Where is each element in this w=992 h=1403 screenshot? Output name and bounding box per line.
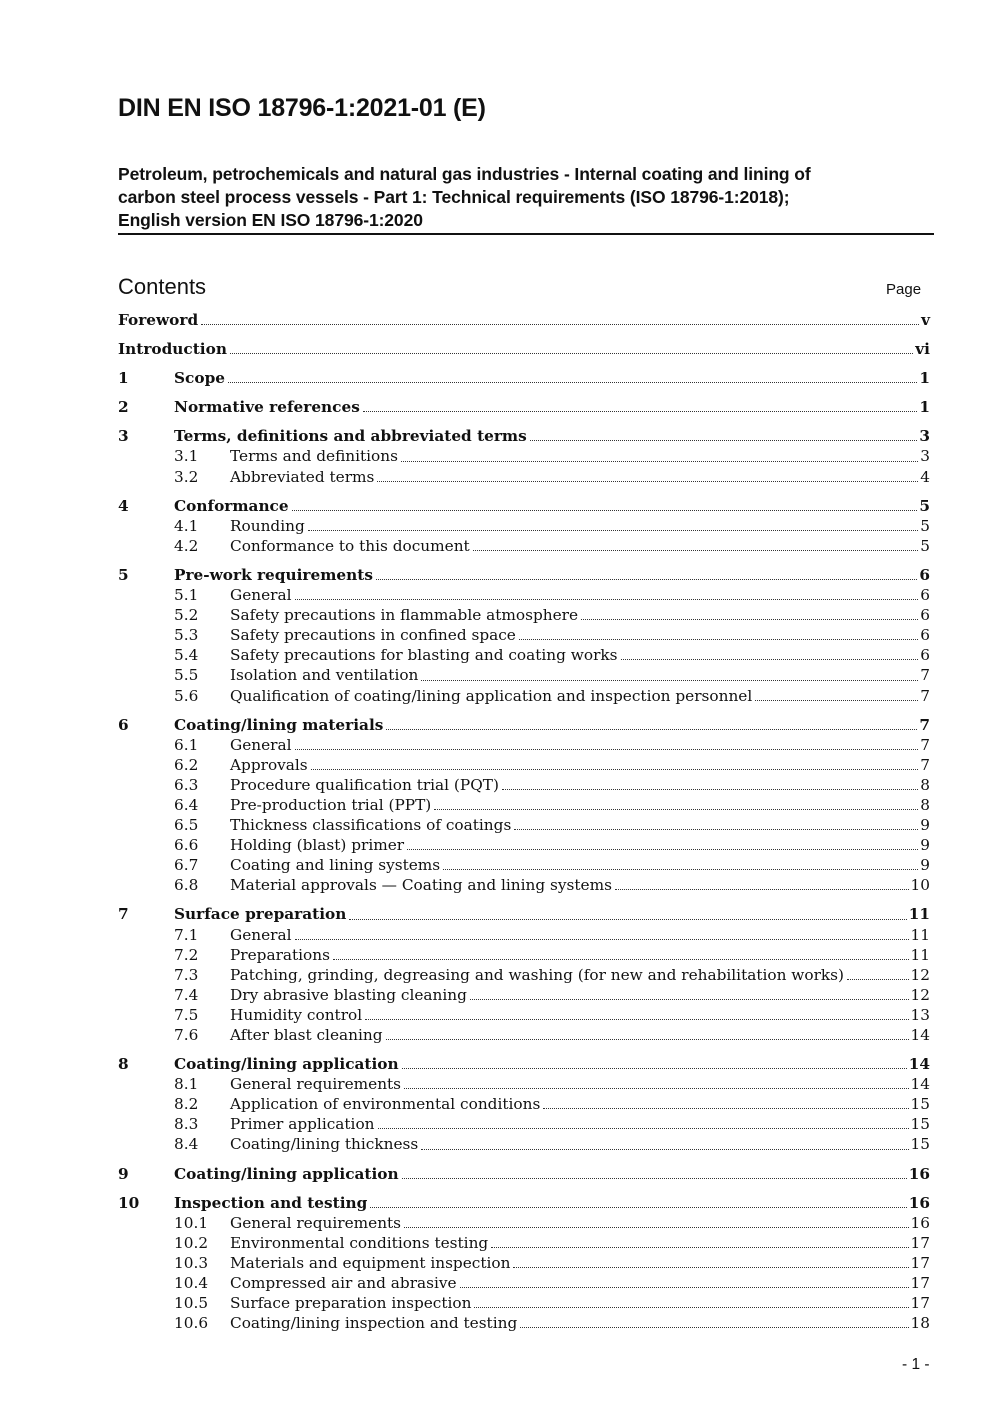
toc-section xyxy=(118,1164,930,1184)
toc-entry-title: Coating and lining systems xyxy=(230,856,441,875)
toc-subentry[interactable] xyxy=(118,795,930,815)
dot-leader xyxy=(378,1128,909,1129)
dot-leader xyxy=(491,1247,908,1248)
toc-entry-page: 17 xyxy=(910,1294,930,1313)
toc-entry-title: Primer application xyxy=(230,1115,375,1134)
toc-entry-number: 6.5 xyxy=(174,816,199,835)
toc-entry-page: v xyxy=(921,311,930,329)
dot-leader xyxy=(513,1267,908,1268)
toc-subentry[interactable] xyxy=(118,1293,930,1313)
dot-leader xyxy=(460,1287,909,1288)
dot-leader xyxy=(514,829,918,830)
toc-entry[interactable] xyxy=(118,904,930,924)
toc-entry-title: Environmental conditions testing xyxy=(230,1233,489,1252)
toc-subentry[interactable] xyxy=(118,775,930,795)
toc-subentry[interactable] xyxy=(118,446,930,466)
toc-entry-title: Preparations xyxy=(230,945,330,964)
toc-entry-page: 1 xyxy=(919,398,930,417)
toc-entry-page: 9 xyxy=(920,856,930,875)
toc-entry-title: Safety precautions in confined space xyxy=(230,626,516,645)
toc-subentry[interactable] xyxy=(118,1273,930,1293)
toc-entry[interactable] xyxy=(118,565,930,585)
toc-entry-title: Coating/lining application xyxy=(174,1055,399,1074)
document-title-line: English version EN ISO 18796-1:2020 xyxy=(118,210,423,230)
toc-entry[interactable] xyxy=(118,1193,930,1213)
toc-entry-number: 5.5 xyxy=(174,666,199,685)
toc-entry-page: 17 xyxy=(910,1233,930,1252)
dot-leader xyxy=(502,789,918,790)
dot-leader xyxy=(376,579,917,580)
toc-entry-title: Patching, grinding, degreasing and washing (for new and rehabilitation works) xyxy=(230,965,845,984)
toc-entry-number: 6.4 xyxy=(174,795,199,814)
toc-entry-number: 3.2 xyxy=(174,467,199,486)
toc-entry-page: 8 xyxy=(920,775,930,794)
toc-entry-number: 10.6 xyxy=(174,1314,209,1333)
toc-entry-number: 7.1 xyxy=(174,925,199,944)
toc-entry-title: Dry abrasive blasting cleaning xyxy=(230,985,467,1004)
dot-leader xyxy=(402,1068,907,1069)
toc-entry[interactable] xyxy=(118,339,930,359)
toc-entry-number: 10 xyxy=(118,1193,140,1212)
toc-entry-title: Pre-work requirements xyxy=(174,565,373,584)
toc-entry-title: Coating/lining application xyxy=(174,1164,399,1183)
dot-leader xyxy=(377,481,918,482)
toc-subentry[interactable] xyxy=(118,686,930,706)
dot-leader xyxy=(401,461,918,462)
dot-leader xyxy=(434,809,918,810)
toc-entry-title: Normative references xyxy=(174,398,360,417)
dot-leader xyxy=(615,889,909,890)
toc-entry-page: 6 xyxy=(920,646,930,665)
toc-entry-number: 8.4 xyxy=(174,1135,199,1154)
toc-entry-page: 11 xyxy=(910,925,930,944)
toc-entry-page: 7 xyxy=(920,686,930,705)
dot-leader xyxy=(386,729,917,730)
toc-subentry[interactable] xyxy=(118,585,930,605)
toc-entry-page: 15 xyxy=(910,1115,930,1134)
toc-entry-page: 12 xyxy=(910,985,930,1004)
toc-entry-number: 3.1 xyxy=(174,447,199,466)
toc-entry-page: 9 xyxy=(920,816,930,835)
toc-entry[interactable] xyxy=(118,496,930,516)
toc-entry-page: 14 xyxy=(910,1026,930,1044)
toc-subentry[interactable] xyxy=(118,1094,930,1114)
toc-entry-page: 6 xyxy=(920,606,930,625)
dot-leader xyxy=(230,353,913,354)
toc-entry-title: General requirements xyxy=(230,1075,402,1094)
toc-subentry[interactable] xyxy=(118,1213,930,1233)
dot-leader xyxy=(407,849,918,850)
dot-leader xyxy=(292,510,918,511)
toc-entry-number: 5.3 xyxy=(174,626,199,645)
toc-subentry[interactable] xyxy=(118,625,930,645)
document-id: DIN EN ISO 18796-1:2021-01 (E) xyxy=(118,94,486,122)
toc-subentry[interactable] xyxy=(118,1025,930,1045)
page-column-label: Page xyxy=(886,281,922,298)
toc-entry-number: 5.1 xyxy=(174,586,199,605)
toc-entry-number: 8.3 xyxy=(174,1115,199,1134)
toc-section xyxy=(118,397,930,417)
toc-entry-number: 8 xyxy=(118,1055,129,1074)
document-title-line: carbon steel process vessels - Part 1: Technical requirements (ISO 18796-1:2018); xyxy=(118,187,790,207)
toc-subentry[interactable] xyxy=(118,516,930,536)
toc-entry-page: 6 xyxy=(920,626,930,645)
dot-leader xyxy=(295,749,919,750)
toc-entry-title: General xyxy=(230,925,292,944)
document-title-line: Petroleum, petrochemicals and natural gas industries - Internal coating and lining of xyxy=(118,164,811,184)
toc-entry-title: Holding (blast) primer xyxy=(230,836,405,855)
toc-entry-title: After blast cleaning xyxy=(230,1026,383,1044)
toc-subentry[interactable] xyxy=(118,735,930,755)
contents-heading: Contents xyxy=(118,274,207,299)
toc-entry-page: 16 xyxy=(908,1193,930,1212)
toc-subentry[interactable] xyxy=(118,985,930,1005)
toc-entry-page: 16 xyxy=(908,1164,930,1183)
dot-leader xyxy=(755,700,918,701)
toc-entry-page: 15 xyxy=(910,1095,930,1114)
toc-entry-number: 6.6 xyxy=(174,836,199,855)
toc-entry-number: 6.7 xyxy=(174,856,199,875)
toc-entry-title: Surface preparation xyxy=(174,905,347,924)
toc-entry-page: 4 xyxy=(920,467,930,486)
toc-entry-title: Inspection and testing xyxy=(174,1193,368,1212)
dot-leader xyxy=(530,440,918,441)
toc-entry-page: 11 xyxy=(908,905,930,924)
toc-section xyxy=(118,426,930,486)
toc-entry-page: 10 xyxy=(910,876,930,895)
toc-entry-title: Humidity control xyxy=(230,1005,363,1024)
dot-leader xyxy=(311,769,919,770)
dot-leader xyxy=(421,1149,908,1150)
dot-leader xyxy=(386,1039,909,1040)
toc-entry-number: 6.8 xyxy=(174,876,199,895)
dot-leader xyxy=(421,680,918,681)
toc-subentry[interactable] xyxy=(118,467,930,487)
toc-subentry[interactable] xyxy=(118,1253,930,1273)
toc-section xyxy=(118,310,930,330)
toc-subentry[interactable] xyxy=(118,925,930,945)
toc-section xyxy=(118,1193,930,1334)
toc-entry-number: 5.2 xyxy=(174,606,199,625)
toc-entry-number: 10.3 xyxy=(174,1253,209,1272)
dot-leader xyxy=(847,979,909,980)
toc-entry-page: 17 xyxy=(910,1274,930,1293)
toc-entry-title: General xyxy=(230,735,292,754)
toc-entry[interactable] xyxy=(118,1054,930,1074)
dot-leader xyxy=(402,1178,907,1179)
toc-entry-page: 12 xyxy=(910,965,930,984)
toc-entry-number: 6.1 xyxy=(174,735,199,754)
toc-entry-page: 7 xyxy=(920,755,930,774)
toc-entry-page: 6 xyxy=(920,586,930,605)
toc-entry-page: 5 xyxy=(920,536,930,555)
dot-leader xyxy=(519,639,918,640)
toc-entry-number: 6.3 xyxy=(174,775,199,794)
toc-entry-page: 14 xyxy=(910,1075,930,1094)
dot-leader xyxy=(349,919,906,920)
toc-subentry[interactable] xyxy=(118,665,930,685)
toc-entry-number: 9 xyxy=(118,1164,129,1183)
toc-entry-title: Material approvals — Coating and lining systems xyxy=(230,876,612,895)
dot-leader xyxy=(404,1227,908,1228)
toc-section xyxy=(118,1054,930,1154)
toc-section xyxy=(118,904,930,1045)
toc-entry-number: 10.4 xyxy=(174,1274,209,1293)
toc-entry-page: 8 xyxy=(920,795,930,814)
toc-entry-page: 3 xyxy=(919,427,930,446)
toc-entry[interactable] xyxy=(118,368,930,388)
toc-entry-title: General requirements xyxy=(230,1213,402,1232)
toc-section xyxy=(118,715,930,896)
toc-subentry[interactable] xyxy=(118,755,930,775)
toc-entry-number: 6 xyxy=(118,715,129,734)
toc-entry-title: Safety precautions in flammable atmosphere xyxy=(230,606,579,625)
toc-entry-title: Procedure qualification trial (PQT) xyxy=(230,775,499,794)
toc-entry-page: 15 xyxy=(910,1135,930,1154)
toc-entry-page: 5 xyxy=(919,496,930,515)
dot-leader xyxy=(295,939,909,940)
toc-entry-page: 5 xyxy=(920,516,930,535)
dot-leader xyxy=(473,550,919,551)
toc-entry-number: 7 xyxy=(118,905,129,924)
toc-entry-page: 16 xyxy=(910,1213,930,1232)
toc-entry-title: Materials and equipment inspection xyxy=(230,1253,511,1272)
toc-entry-page: 13 xyxy=(910,1005,930,1024)
table-of-contents xyxy=(118,310,930,1342)
toc-entry[interactable] xyxy=(118,715,930,735)
toc-subentry[interactable] xyxy=(118,835,930,855)
toc-section xyxy=(118,368,930,388)
dot-leader xyxy=(470,999,909,1000)
toc-entry-page: 18 xyxy=(910,1314,930,1333)
toc-entry-title: Conformance xyxy=(174,496,289,515)
dot-leader xyxy=(365,1019,908,1020)
dot-leader xyxy=(543,1108,908,1109)
toc-subentry[interactable] xyxy=(118,1313,930,1333)
toc-entry-title: Introduction xyxy=(118,340,227,359)
toc-entry-number: 10.2 xyxy=(174,1233,209,1252)
toc-entry-title: Pre-production trial (PPT) xyxy=(230,795,432,814)
toc-entry-number: 4.2 xyxy=(174,536,199,555)
toc-entry-page: 7 xyxy=(919,715,930,734)
dot-leader xyxy=(621,659,919,660)
toc-entry-number: 10.5 xyxy=(174,1294,209,1313)
toc-entry[interactable] xyxy=(118,426,930,446)
toc-entry-title: Safety precautions for blasting and coating works xyxy=(230,646,618,665)
toc-subentry[interactable] xyxy=(118,1114,930,1134)
toc-entry[interactable] xyxy=(118,1164,930,1184)
toc-entry-number: 3 xyxy=(118,427,129,446)
toc-entry-number: 7.6 xyxy=(174,1026,199,1044)
toc-subentry[interactable] xyxy=(118,1233,930,1253)
toc-entry-title: Abbreviated terms xyxy=(230,467,375,486)
toc-entry-page: 14 xyxy=(908,1055,930,1074)
toc-entry-title: General xyxy=(230,586,292,605)
toc-entry-title: Conformance to this document xyxy=(230,536,470,555)
toc-entry-title: Surface preparation inspection xyxy=(230,1294,472,1313)
toc-entry-number: 6.2 xyxy=(174,755,199,774)
toc-entry-number: 10.1 xyxy=(174,1213,209,1232)
toc-entry-page: 1 xyxy=(919,369,930,388)
toc-section xyxy=(118,496,930,556)
toc-entry-number: 7.2 xyxy=(174,945,199,964)
toc-subentry[interactable] xyxy=(118,945,930,965)
toc-entry-page: 17 xyxy=(910,1253,930,1272)
toc-entry-number: 7.3 xyxy=(174,965,199,984)
toc-entry-title: Qualification of coating/lining application and inspection personnel xyxy=(230,686,753,705)
toc-entry-number: 4.1 xyxy=(174,516,199,535)
title-divider xyxy=(118,233,934,235)
toc-entry-title: Terms, definitions and abbreviated terms xyxy=(174,427,527,446)
toc-entry-page: 6 xyxy=(919,565,930,584)
dot-leader xyxy=(308,530,919,531)
dot-leader xyxy=(581,619,918,620)
toc-entry-title: Thickness classifications of coatings xyxy=(230,816,512,835)
dot-leader xyxy=(474,1307,908,1308)
toc-subentry[interactable] xyxy=(118,1074,930,1094)
toc-entry-title: Coating/lining thickness xyxy=(230,1135,419,1154)
toc-entry-title: Approvals xyxy=(230,755,308,774)
toc-entry-number: 8.1 xyxy=(174,1075,199,1094)
toc-entry-title: Compressed air and abrasive xyxy=(230,1274,457,1293)
toc-entry-title: Coating/lining inspection and testing xyxy=(230,1314,518,1333)
toc-entry-number: 2 xyxy=(118,398,129,417)
toc-subentry[interactable] xyxy=(118,815,930,835)
toc-entry-title: Terms and definitions xyxy=(230,447,398,466)
dot-leader xyxy=(370,1207,906,1208)
toc-entry-page: 7 xyxy=(920,735,930,754)
toc-entry[interactable] xyxy=(118,397,930,417)
dot-leader xyxy=(443,869,918,870)
toc-entry-page: 3 xyxy=(920,447,930,466)
toc-entry-title: Isolation and ventilation xyxy=(230,666,419,685)
toc-section xyxy=(118,565,930,706)
toc-entry-number: 7.4 xyxy=(174,985,199,1004)
toc-subentry[interactable] xyxy=(118,875,930,895)
toc-entry-title: Foreword xyxy=(118,311,199,329)
toc-entry-number: 5 xyxy=(118,565,129,584)
toc-subentry[interactable] xyxy=(118,965,930,985)
toc-entry-number: 7.5 xyxy=(174,1005,199,1024)
toc-subentry[interactable] xyxy=(118,1005,930,1025)
dot-leader xyxy=(404,1088,908,1089)
toc-entry-page: vi xyxy=(915,340,930,359)
toc-entry-number: 4 xyxy=(118,496,129,515)
toc-entry[interactable] xyxy=(118,310,930,330)
toc-entry-number: 8.2 xyxy=(174,1095,199,1114)
toc-entry-page: 7 xyxy=(920,666,930,685)
dot-leader xyxy=(228,382,917,383)
toc-entry-page: 11 xyxy=(910,945,930,964)
toc-subentry[interactable] xyxy=(118,1134,930,1154)
toc-entry-number: 1 xyxy=(118,369,129,388)
toc-subentry[interactable] xyxy=(118,536,930,556)
toc-entry-number: 5.4 xyxy=(174,646,199,665)
toc-entry-title: Application of environmental conditions xyxy=(230,1095,541,1114)
toc-entry-title: Scope xyxy=(174,369,225,388)
toc-entry-number: 5.6 xyxy=(174,686,199,705)
dot-leader xyxy=(295,599,919,600)
toc-subentry[interactable] xyxy=(118,855,930,875)
document-title xyxy=(118,163,933,232)
toc-section xyxy=(118,339,930,359)
dot-leader xyxy=(333,959,909,960)
toc-subentry[interactable] xyxy=(118,605,930,625)
dot-leader xyxy=(363,411,918,412)
page-number: - 1 - xyxy=(902,1356,930,1373)
toc-entry-title: Coating/lining materials xyxy=(174,715,384,734)
toc-entry-title: Rounding xyxy=(230,516,305,535)
dot-leader xyxy=(201,324,919,325)
toc-entry-page: 9 xyxy=(920,836,930,855)
toc-subentry[interactable] xyxy=(118,645,930,665)
dot-leader xyxy=(520,1327,908,1328)
